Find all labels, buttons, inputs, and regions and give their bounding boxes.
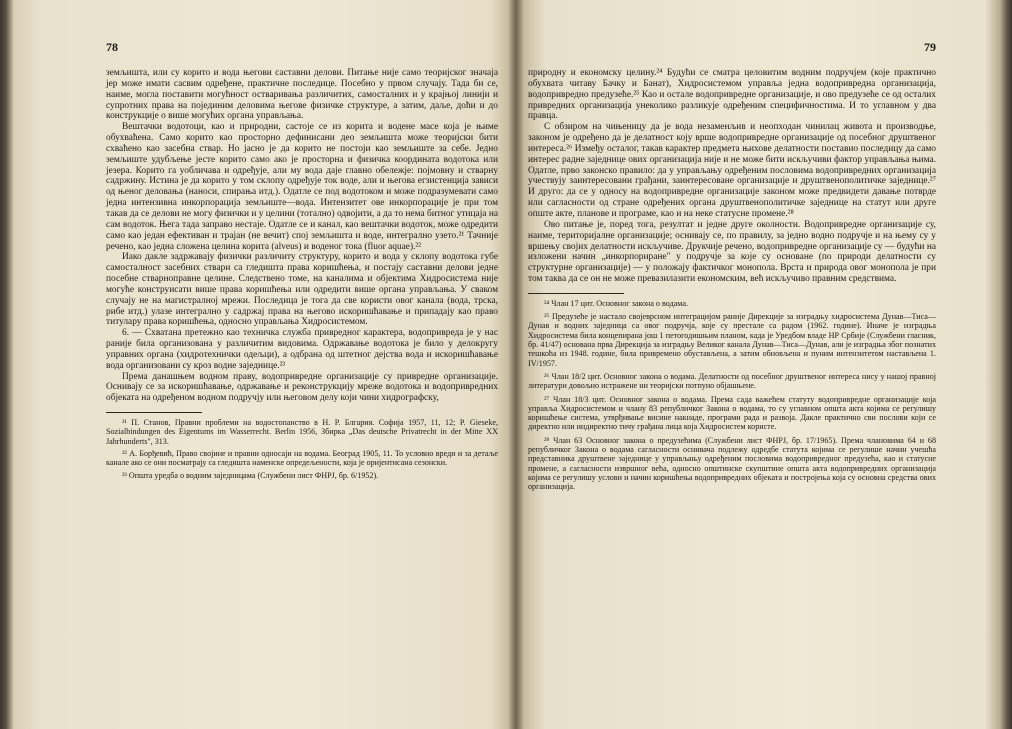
footnote: ²⁶ Члан 18/2 цит. Основног закона о водама. Делатности од посебног друштвеног интереса нису у нашој правној литератури довољно истражене ни теоријски потпуно објашњене. — [528, 371, 936, 391]
footnote-divider — [106, 412, 202, 413]
footnote: ²⁸ Члан 63 Основног закона о предузећима (Службени лист ФНРЈ, бр. 17/1965). Према члановима 64 и 68 републичког Закона о водама сагласности оснивача подлежу одредбе статута којима се регулише начин учешћа представника друштвене заједнице у управљању одређеним пословима водопривредног предузећа, као и статусне промене, а сагласности извршног већа, односно општинске скупштине општа акта водопривредних организација којима се регулишу услови и начин коришћења водопривредних објеката и постројења која су основна средства ових организација. — [528, 435, 936, 492]
body-paragraph: природну и економску целину.²⁴ Будући се сматра целовитим водним подручјем (које практично обухвата читаву Бачку и Банат), Хидросистемом управља једна водопривредна организација, водопривредно предузеће.²⁵ Као и остале водопривредне организације, и ово предузеће се од осталих привредних организација унеколико разликује одређеним специфичностима. И то углавном у два правца. — [528, 68, 936, 122]
footnote: ²⁵ Предузеће је настало својеврсном интеграцијом раније Дирекције за изградњу хидросистема Дунав—Тиса—Дунав и водних заједница са овог подручја, које су престале са радом (1962. године). Иначе је изградња Хидросистема била концепирана још 1 петогодишњим планом, када је Уредбом владе НР Србије (Службени гласник, бр. 41/47) основана прва Дирекција за изградњу Великог канала Дунав—Тиса—Дунав, али је изградња због познатих тешкоћа из 1948. године, била привремено обустављена, а затим обновљена и пуним интензитетом настављена 1. IV/1957. — [528, 312, 936, 368]
body-paragraph: Према данашњем водном праву, водопривредне организације су привредне организације. Оснивају се за искоришћавање, одржавање и реконструкцију мреже водотока и водопривредних објеката на одређеном водном подручју или његовом делу који чини хидрографску, — [106, 371, 498, 404]
footnote: ²¹ П. Станов, Правни проблеми на водостопанство в Н. Р. Блгария. Софија 1957, 11, 12; P. Gieseke, Sozialbindungen des Eigentums im Wasserrecht. Berlin 1956, Збирка „Das deutsche Privatrecht in der Mitte XX Jahrhunderts", 313. — [106, 418, 498, 446]
footnote: ²⁷ Члан 18/3 цит. Основног закона о водама. Према сада важећем статуту водопривредне организације која управља Хидросистемом и члану 83 републичког Закона о водама, то су углавном општа акта којима се регулишу коришћење система, утврђивање висине накнаде, програми рада и развоја. Дакле практично сви послови који се директно или индиректно тичу грађана лица која Хидросистем користе. — [528, 394, 936, 432]
body-paragraph: земљишта, или су корито и вода његови саставни делови. Питање није само теоријског значаја јер може имати сасвим одређене, практичне последице. Посебно у првом случају. Тада би се, наиме, могла поставити могућност остваривања различитих, самосталних и у крајњој линији и супротних права на појединим деловима његове физичке структуре, а затим, даље, доћи и до конструкције о више могућих органа управљања. — [106, 68, 498, 122]
footnote: ²³ Општа уредба о водним заједницама (Службени лист ФНРЈ, бр. 6/1952). — [122, 470, 379, 480]
page-body — [106, 68, 498, 480]
body-paragraph: Вештачки водотоци, као и природни, састоје се из корита и водене масе која је њиме обухваћена. Само корито као просторно дефинисани део земљишта може теоријски бити схваћено као засебна ствар. Но јасно је да корито не постоји као земљиште за себе. Једно земљиште удубљење јесте корито само ако је просторна и физичка координата водотока или језера. Корито га уобличава и одређује, али му вода даје главно обележје: појмовну и стварну садржину. Истина је да корито у том склопу одређује ток воде, али и његова егзистенција зависи од њеног деловања (наноси, спирања итд.). Одатле се под водотоком и може подразумевати само једна интензивна инкорпорација земљиште—вода. Интензитет ове инкорпорације је при том такав да се делови не могу физички и у целини (тотално) одвојити, а да то нема битног утицаја на сам водоток. Њега тада заправо нестаје. Одатле се и канал, као вештачки водоток, може одредити само као један ефективан и трајан (не вечит) спој земљишта и воде, интегрално узето.²¹ Тачније речено, као једна сложена целина корита (alveus) и воденог тока (fluor aquae).²² — [106, 122, 498, 252]
page-body — [528, 68, 936, 492]
book-spine — [508, 0, 524, 729]
footnote-divider — [528, 293, 624, 294]
body-paragraph: Ово питање је, поред тога, резултат и једне друге околности. Водопривредне организације су, наиме, територијалне организације; оснивају се, по правилу, за једно водно подручје и на њему су у вршењу својих делатности искључиве. Друкчије речено, водопривредне организације су — будући на изложени начин „инкорпориране" у подручје за које су основане (по природи делатности су структурне организације) — у положају фактичког монопола. Врста и природа овог монопола је при том таква да се он не може превазилазити економским, већ искључиво правним средствима. — [528, 219, 936, 285]
body-paragraph: С обзиром на чињеницу да је вода незаменљив и неопходан чинилац живота и производње, законом је одређено да је делатност коју врше водопривредне организације од посебног друштвеног интереса.²⁶ Између осталог, такав карактер предмета њихове делатности поставио последицу да само интерес радне заједнице ових организација није и не може бити искључиви фактор управљања њима. Одатле, прво законско правило: да у управљању одређеним пословима водопривредних организација учествују заинтересовани грађани, заинтересоване организације и друштвенополитичке заједнице.²⁷ И друго: да се у односу на водопривредне организације законом може предвидети давање потврде или сагласности од стране одређених органа друштвенополитичке заједнице на статут или друге опште акте, планове и програме, као и на неке статусне промене.²⁸ — [528, 122, 936, 219]
page-number: 78 — [106, 40, 118, 54]
page-number: 79 — [924, 40, 936, 54]
body-paragraph: Иако дакле задржавају физички различиту структуру, корито и вода у склопу водотока губе самосталност засебних ствари са гледишта права коришћења, и постају саставни делови једне посебне стварноправне целине. Следствено томе, на каналима и објектима Хидросистема није могуће конструисати више права коришћења или одредити више органа управљања. У сваком случају не на магистралној мрежи. Последица је тога да све користи овог канала (вода, трска, рибе итд.) улазе интегрално у садржај права на његово искоришћавање и припадају као право титулару права коришћења, односно управљања Хидросистемом. — [106, 252, 498, 328]
footnote: ²² А. Борђевић, Право својине и правни односаји на водама. Београд 1905, 11. То условно вреди и за детаље канале ако се они посматрају са гледишта наменске опредељености, која је оријентисана сезонски. — [106, 449, 498, 468]
body-paragraph: 6. — Схватана претежно као техничка служба привредног карактера, водопривреда је у нас раније била организована у различитим видовима. Одржавање водотока је било у делокругу управних органа (хидротехнички одељци), а одбрана од штетног дејства вода и искоришћавање вода организовани су кроз водне заједнице.²³ — [106, 328, 498, 371]
footnote: ²⁴ Члан 17 цит. Основног закона о водама. — [544, 298, 688, 308]
